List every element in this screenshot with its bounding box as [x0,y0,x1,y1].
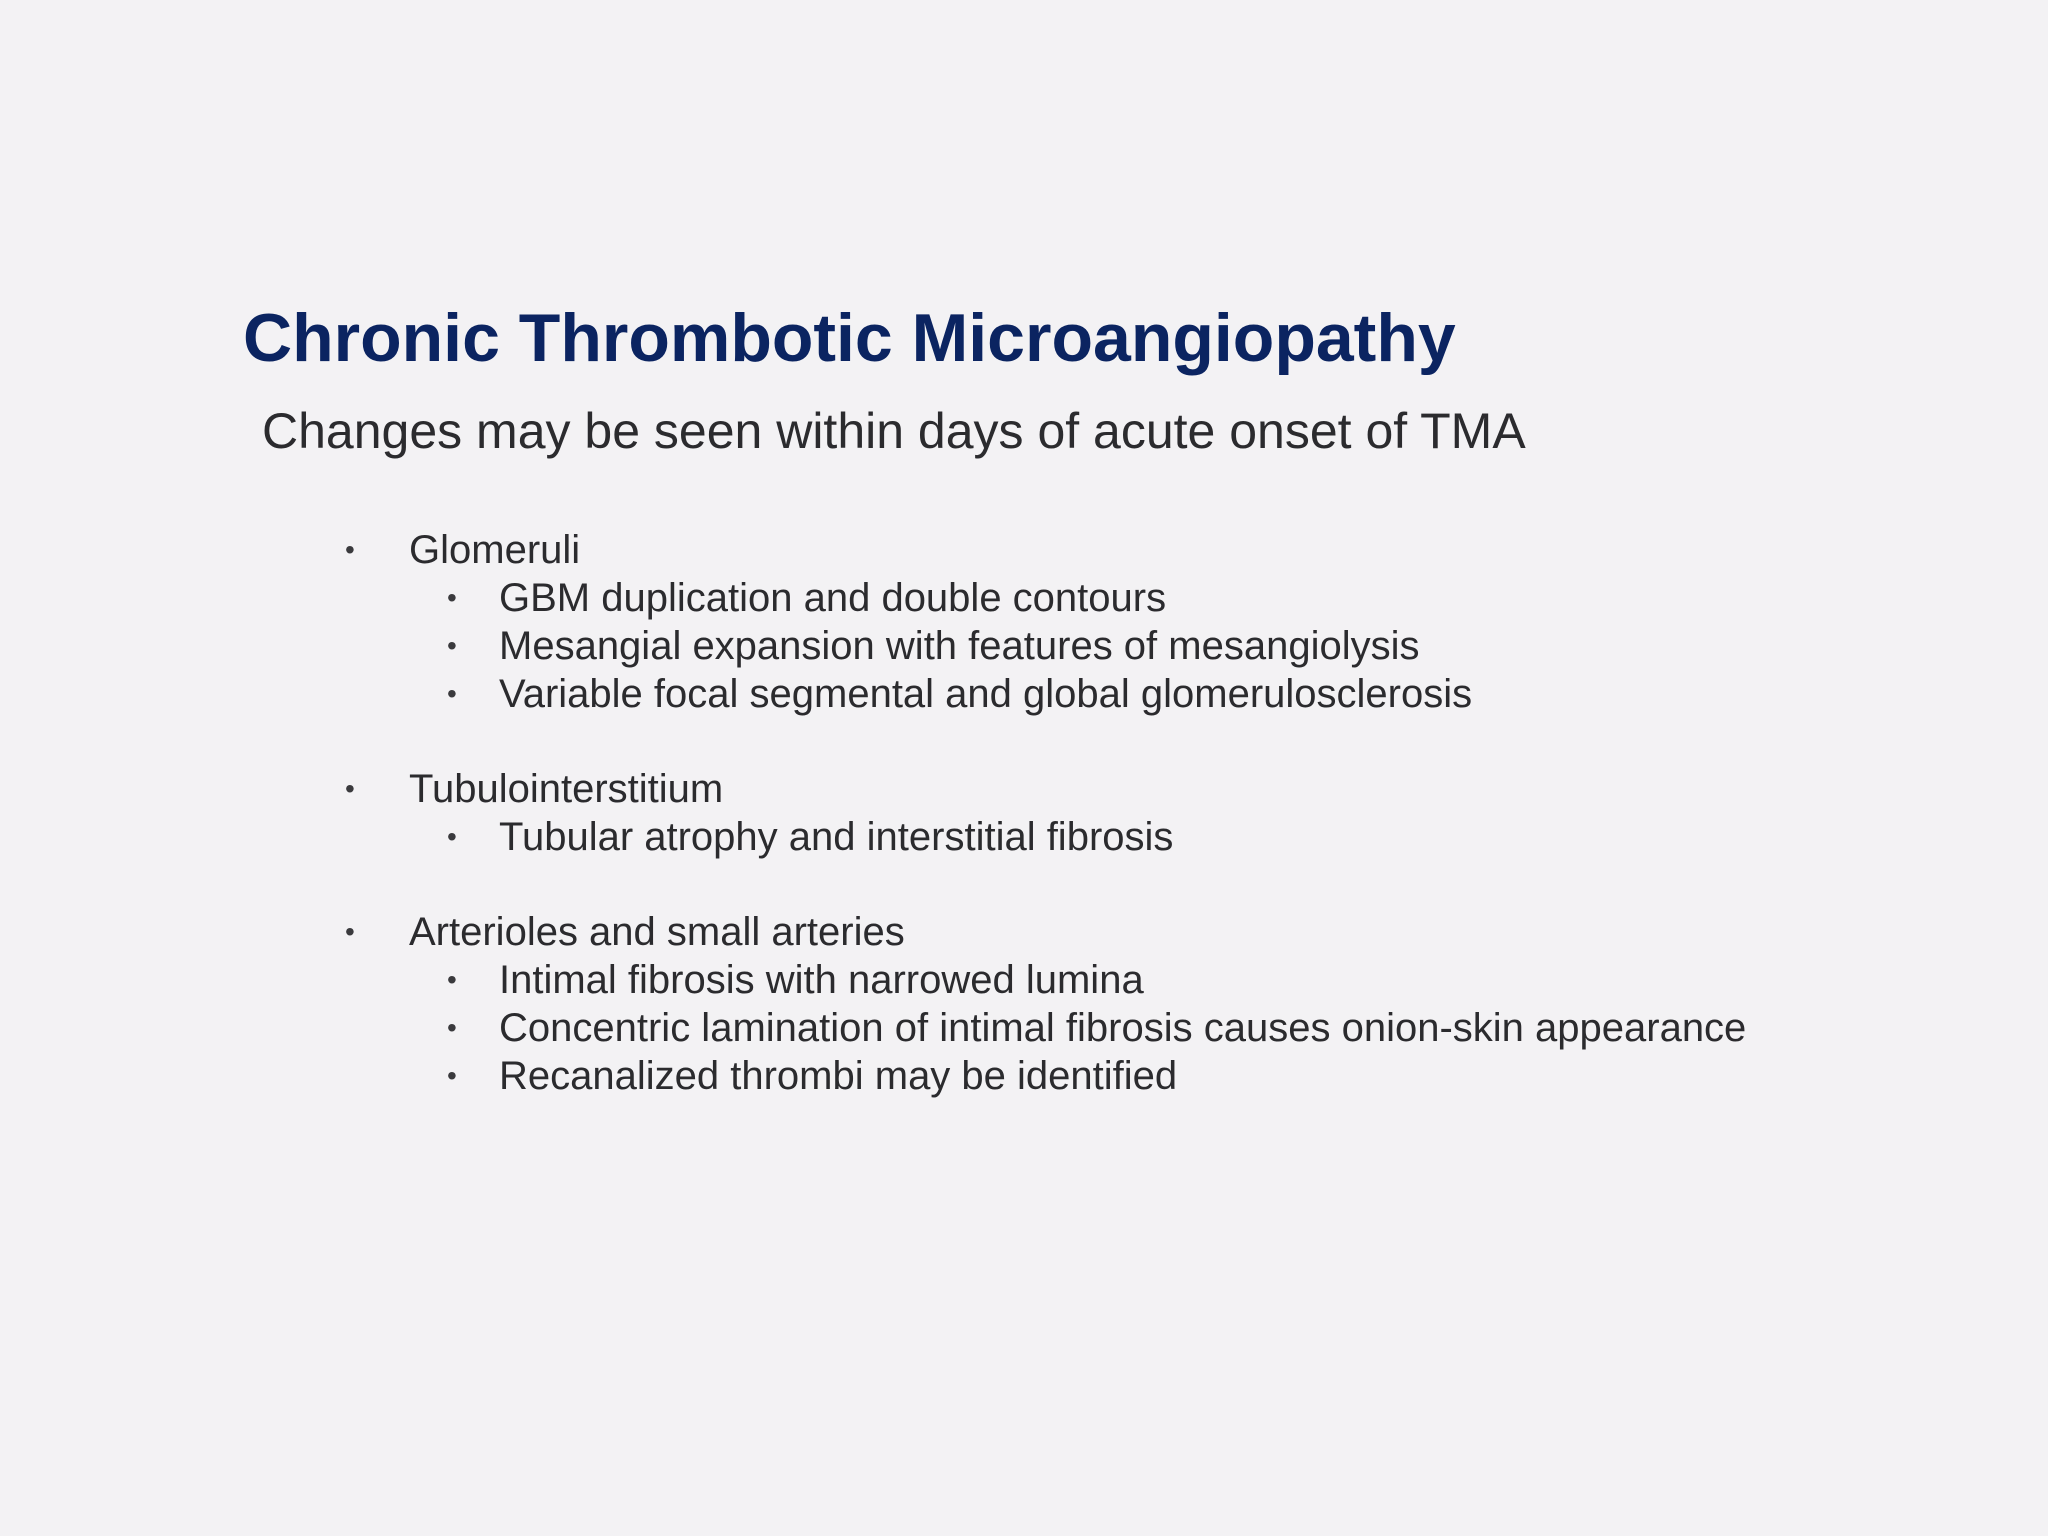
bullet-marker: • [447,964,457,995]
section-heading: Tubulointerstitium [409,767,724,811]
list-item-text: Recanalized thrombi may be identified [499,1054,1178,1098]
section-tubulointerstitium [0,765,2048,813]
section-heading: Arterioles and small arteries [409,910,905,954]
bullet-marker: • [447,630,457,661]
bullet-marker: • [447,678,457,709]
bullet-marker: • [447,1060,457,1091]
list-item [0,1004,2048,1052]
bullet-marker: • [447,821,457,852]
section-arterioles [0,908,2048,956]
list-item [0,813,2048,861]
section-glomeruli [0,526,2048,574]
list-item-text: Mesangial expansion with features of mesangiolysis [499,624,1420,668]
slide-title: Chronic Thrombotic Microangiopathy [243,300,1456,376]
bullet-marker: • [345,534,355,565]
section-heading: Glomeruli [409,528,581,572]
list-item [0,574,2048,622]
slide-subtitle: Changes may be seen within days of acute onset of TMA [262,403,1526,459]
list-item-text: Tubular atrophy and interstitial fibrosis [499,815,1174,859]
list-item-text: Intimal fibrosis with narrowed lumina [499,958,1144,1002]
bullet-marker: • [447,1012,457,1043]
bullet-marker: • [447,582,457,613]
list-item [0,956,2048,1004]
list-item-text: Variable focal segmental and global glomerulosclerosis [499,672,1473,716]
list-item [0,622,2048,670]
list-item [0,670,2048,718]
bullet-marker: • [345,916,355,947]
list-item-text: GBM duplication and double contours [499,576,1167,620]
bullet-marker: • [345,773,355,804]
list-item-text: Concentric lamination of intimal fibrosis causes onion-skin appearance [499,1006,1747,1050]
list-item [0,1052,2048,1100]
